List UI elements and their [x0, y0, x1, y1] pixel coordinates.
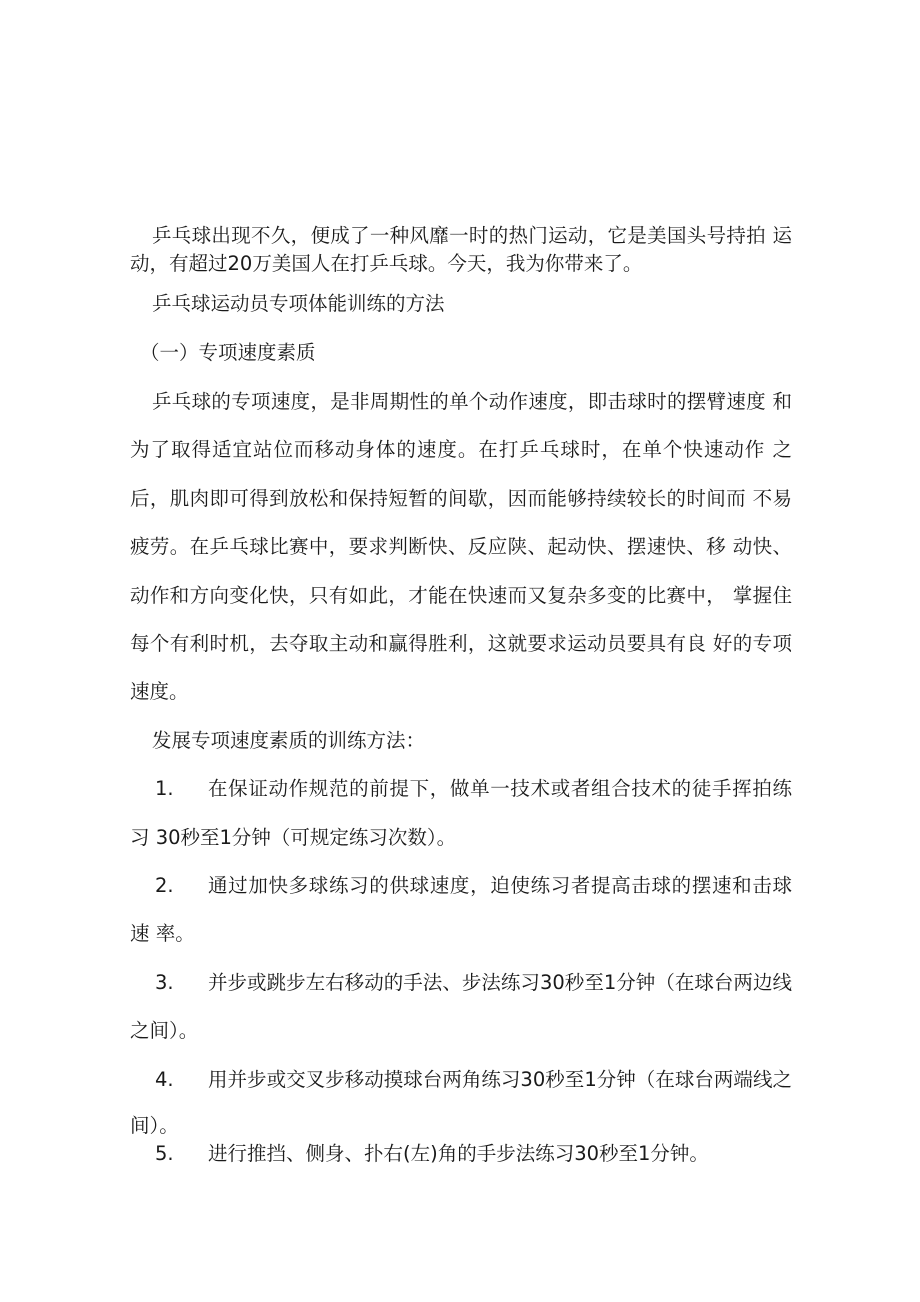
para-line: 每个有利时机，去夺取主动和赢得胜利，这就要求运动员要具有良 好的专项 — [130, 632, 792, 655]
item-number: 3. — [155, 971, 174, 994]
para-line: 后，肌肉即可得到放松和保持短暂的间歇，因而能够持续较长的时间而 不易 — [130, 487, 792, 510]
intro-line-1: 乒乓球出现不久，便成了一种风靡一时的热门运动，它是美国头号持拍 运 — [152, 224, 792, 247]
item-text-cont: 速 率。 — [130, 922, 195, 945]
item-text-cont: 间）。 — [130, 1114, 179, 1137]
item-number: 2. — [155, 874, 174, 897]
item-text: 通过加快多球练习的供球速度，迫使练习者提高击球的摆速和击球 — [208, 874, 792, 897]
item-number: 5. — [155, 1142, 174, 1165]
item-text: 用并步或交叉步移动摸球台两角练习30秒至1分钟（在球台两端线之 — [208, 1068, 792, 1091]
para-line: 疲劳。在乒乓球比赛中，要求判断快、反应陕、起动快、摆速快、移 动快、 — [130, 535, 792, 558]
item-text: 进行推挡、侧身、扑右(左)角的手步法练习30秒至1分钟。 — [208, 1142, 709, 1165]
item-text: 并步或跳步左右移动的手法、步法练习30秒至1分钟（在球台两边线 — [208, 971, 792, 994]
methods-heading: 发展专项速度素质的训练方法： — [152, 729, 426, 752]
item-text-cont: 之间）。 — [130, 1019, 199, 1042]
item-text-cont: 习 30秒至1分钟（可规定练习次数）。 — [130, 826, 457, 849]
subsection-heading: （一）专项速度素质 — [140, 341, 316, 364]
para-line: 动作和方向变化快，只有如此，才能在快速而又复杂多变的比赛中， 掌握住 — [130, 584, 792, 607]
item-number: 1. — [155, 777, 174, 800]
para-line: 为了取得适宜站位而移动身体的速度。在打乒乓球时，在单个快速动作 之 — [130, 438, 792, 461]
section-title: 乒乓球运动员专项体能训练的方法 — [152, 292, 445, 315]
item-text: 在保证动作规范的前提下，做单一技术或者组合技术的徒手挥拍练 — [208, 777, 792, 800]
item-number: 4. — [155, 1068, 174, 1091]
para-line: 乒乓球的专项速度，是非周期性的单个动作速度，即击球时的摆臂速度 和 — [152, 390, 792, 413]
intro-line-2: 动，有超过20万美国人在打乒乓球。今天，我为你带来了。 — [130, 252, 643, 275]
para-line: 速度。 — [130, 680, 189, 703]
